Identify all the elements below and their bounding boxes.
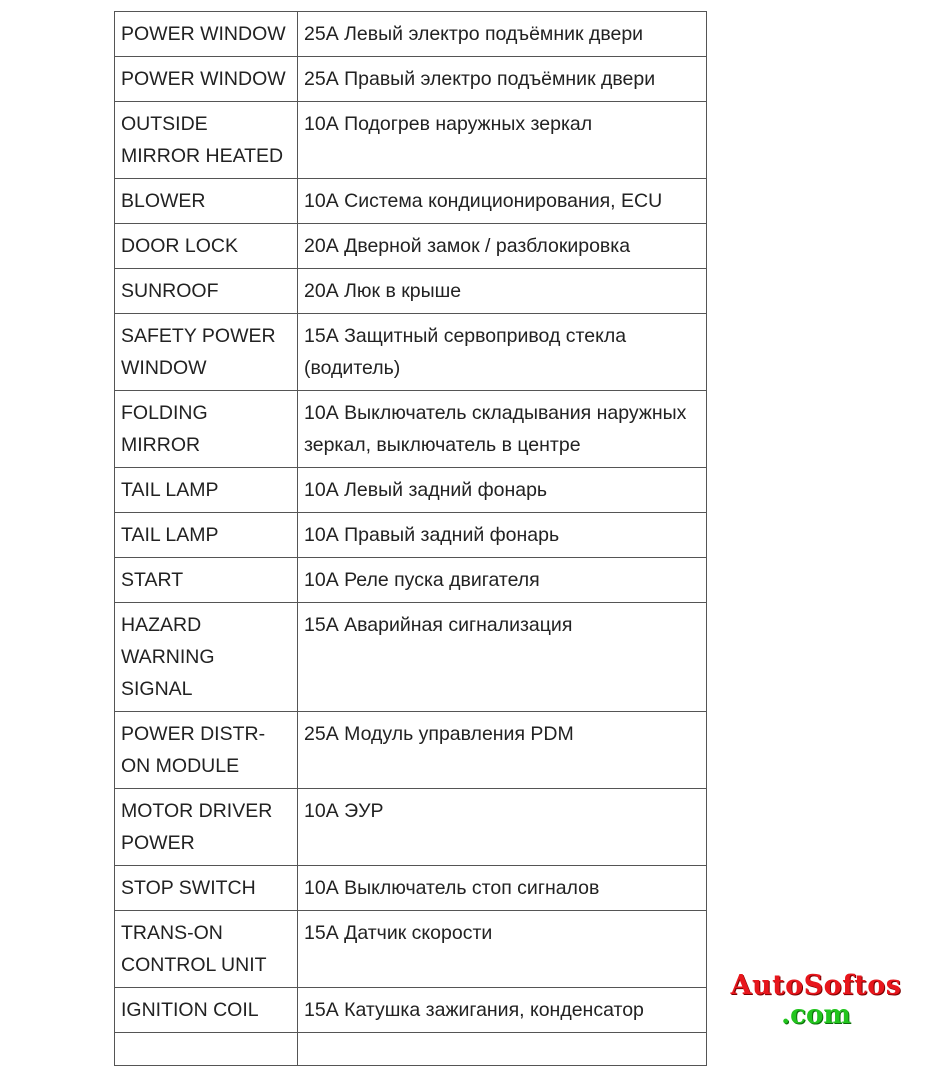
table-row (115, 866, 707, 911)
table-row (115, 269, 707, 314)
fuse-name-cell: FOLDING MIRROR (115, 391, 298, 468)
table-row (115, 391, 707, 468)
fuse-desc-cell: 15А Аварийная сигнализация (298, 603, 707, 712)
fuse-name-cell: POWER WINDOW (115, 12, 298, 57)
fuse-desc-cell: 10А ЭУР (298, 789, 707, 866)
table-row (115, 558, 707, 603)
fuse-desc-cell: 20А Люк в крыше (298, 269, 707, 314)
fuse-name-cell: POWER DISTR-ON MODULE (115, 712, 298, 789)
fuse-name-cell: TAIL LAMP (115, 468, 298, 513)
fuse-desc-cell: 10А Левый задний фонарь (298, 468, 707, 513)
fuse-desc-cell: 25А Модуль управления PDM (298, 712, 707, 789)
fuse-desc-cell: 10А Подогрев наружных зеркал (298, 102, 707, 179)
fuse-name-cell: DOOR LOCK (115, 224, 298, 269)
fuse-desc-cell-empty (298, 1033, 707, 1066)
site-watermark (718, 972, 914, 1028)
fuse-desc-cell: 15А Катушка зажигания, конденсатор (298, 988, 707, 1033)
table-row (115, 224, 707, 269)
fuse-name-cell: BLOWER (115, 179, 298, 224)
fuse-name-cell: TRANS-ON CONTROL UNIT (115, 911, 298, 988)
fuse-desc-cell: 10А Выключатель складывания наружных зеркал, выключатель в центре (298, 391, 707, 468)
table-row (115, 603, 707, 712)
fuse-desc-cell: 10А Система кондиционирования, ECU (298, 179, 707, 224)
table-row (115, 988, 707, 1033)
table-row (115, 911, 707, 988)
table-row (115, 314, 707, 391)
fuse-name-cell: MOTOR DRIVER POWER (115, 789, 298, 866)
watermark-brand: AutoSoftos (730, 970, 902, 1001)
table-row (115, 57, 707, 102)
fuse-desc-cell: 20А Дверной замок / разблокировка (298, 224, 707, 269)
table-row (115, 712, 707, 789)
fuse-name-cell: STOP SWITCH (115, 866, 298, 911)
table-row (115, 179, 707, 224)
fuse-name-cell: POWER WINDOW (115, 57, 298, 102)
table-row (115, 513, 707, 558)
fuse-name-cell: START (115, 558, 298, 603)
fuse-table-body (115, 12, 707, 1066)
fuse-desc-cell: 10А Выключатель стоп сигналов (298, 866, 707, 911)
table-row (115, 102, 707, 179)
fuse-desc-cell: 25А Правый электро подъёмник двери (298, 57, 707, 102)
watermark-domain: .com (781, 1000, 851, 1030)
table-row-partial (115, 1033, 707, 1066)
fuse-name-cell-empty (115, 1033, 298, 1066)
fuse-desc-cell: 10А Правый задний фонарь (298, 513, 707, 558)
table-row (115, 789, 707, 866)
table-row (115, 12, 707, 57)
fuse-desc-cell: 25А Левый электро подъёмник двери (298, 12, 707, 57)
table-row (115, 468, 707, 513)
fuse-name-cell: IGNITION COIL (115, 988, 298, 1033)
fuse-name-cell: SAFETY POWER WINDOW (115, 314, 298, 391)
fuse-desc-cell: 15А Защитный сервопривод стекла (водитель) (298, 314, 707, 391)
fuse-name-cell: SUNROOF (115, 269, 298, 314)
fuse-desc-cell: 10А Реле пуска двигателя (298, 558, 707, 603)
fuse-name-cell: TAIL LAMP (115, 513, 298, 558)
fuse-table (114, 11, 707, 1066)
fuse-desc-cell: 15А Датчик скорости (298, 911, 707, 988)
fuse-name-cell: HAZARD WARNING SIGNAL (115, 603, 298, 712)
fuse-name-cell: OUTSIDE MIRROR HEATED (115, 102, 298, 179)
